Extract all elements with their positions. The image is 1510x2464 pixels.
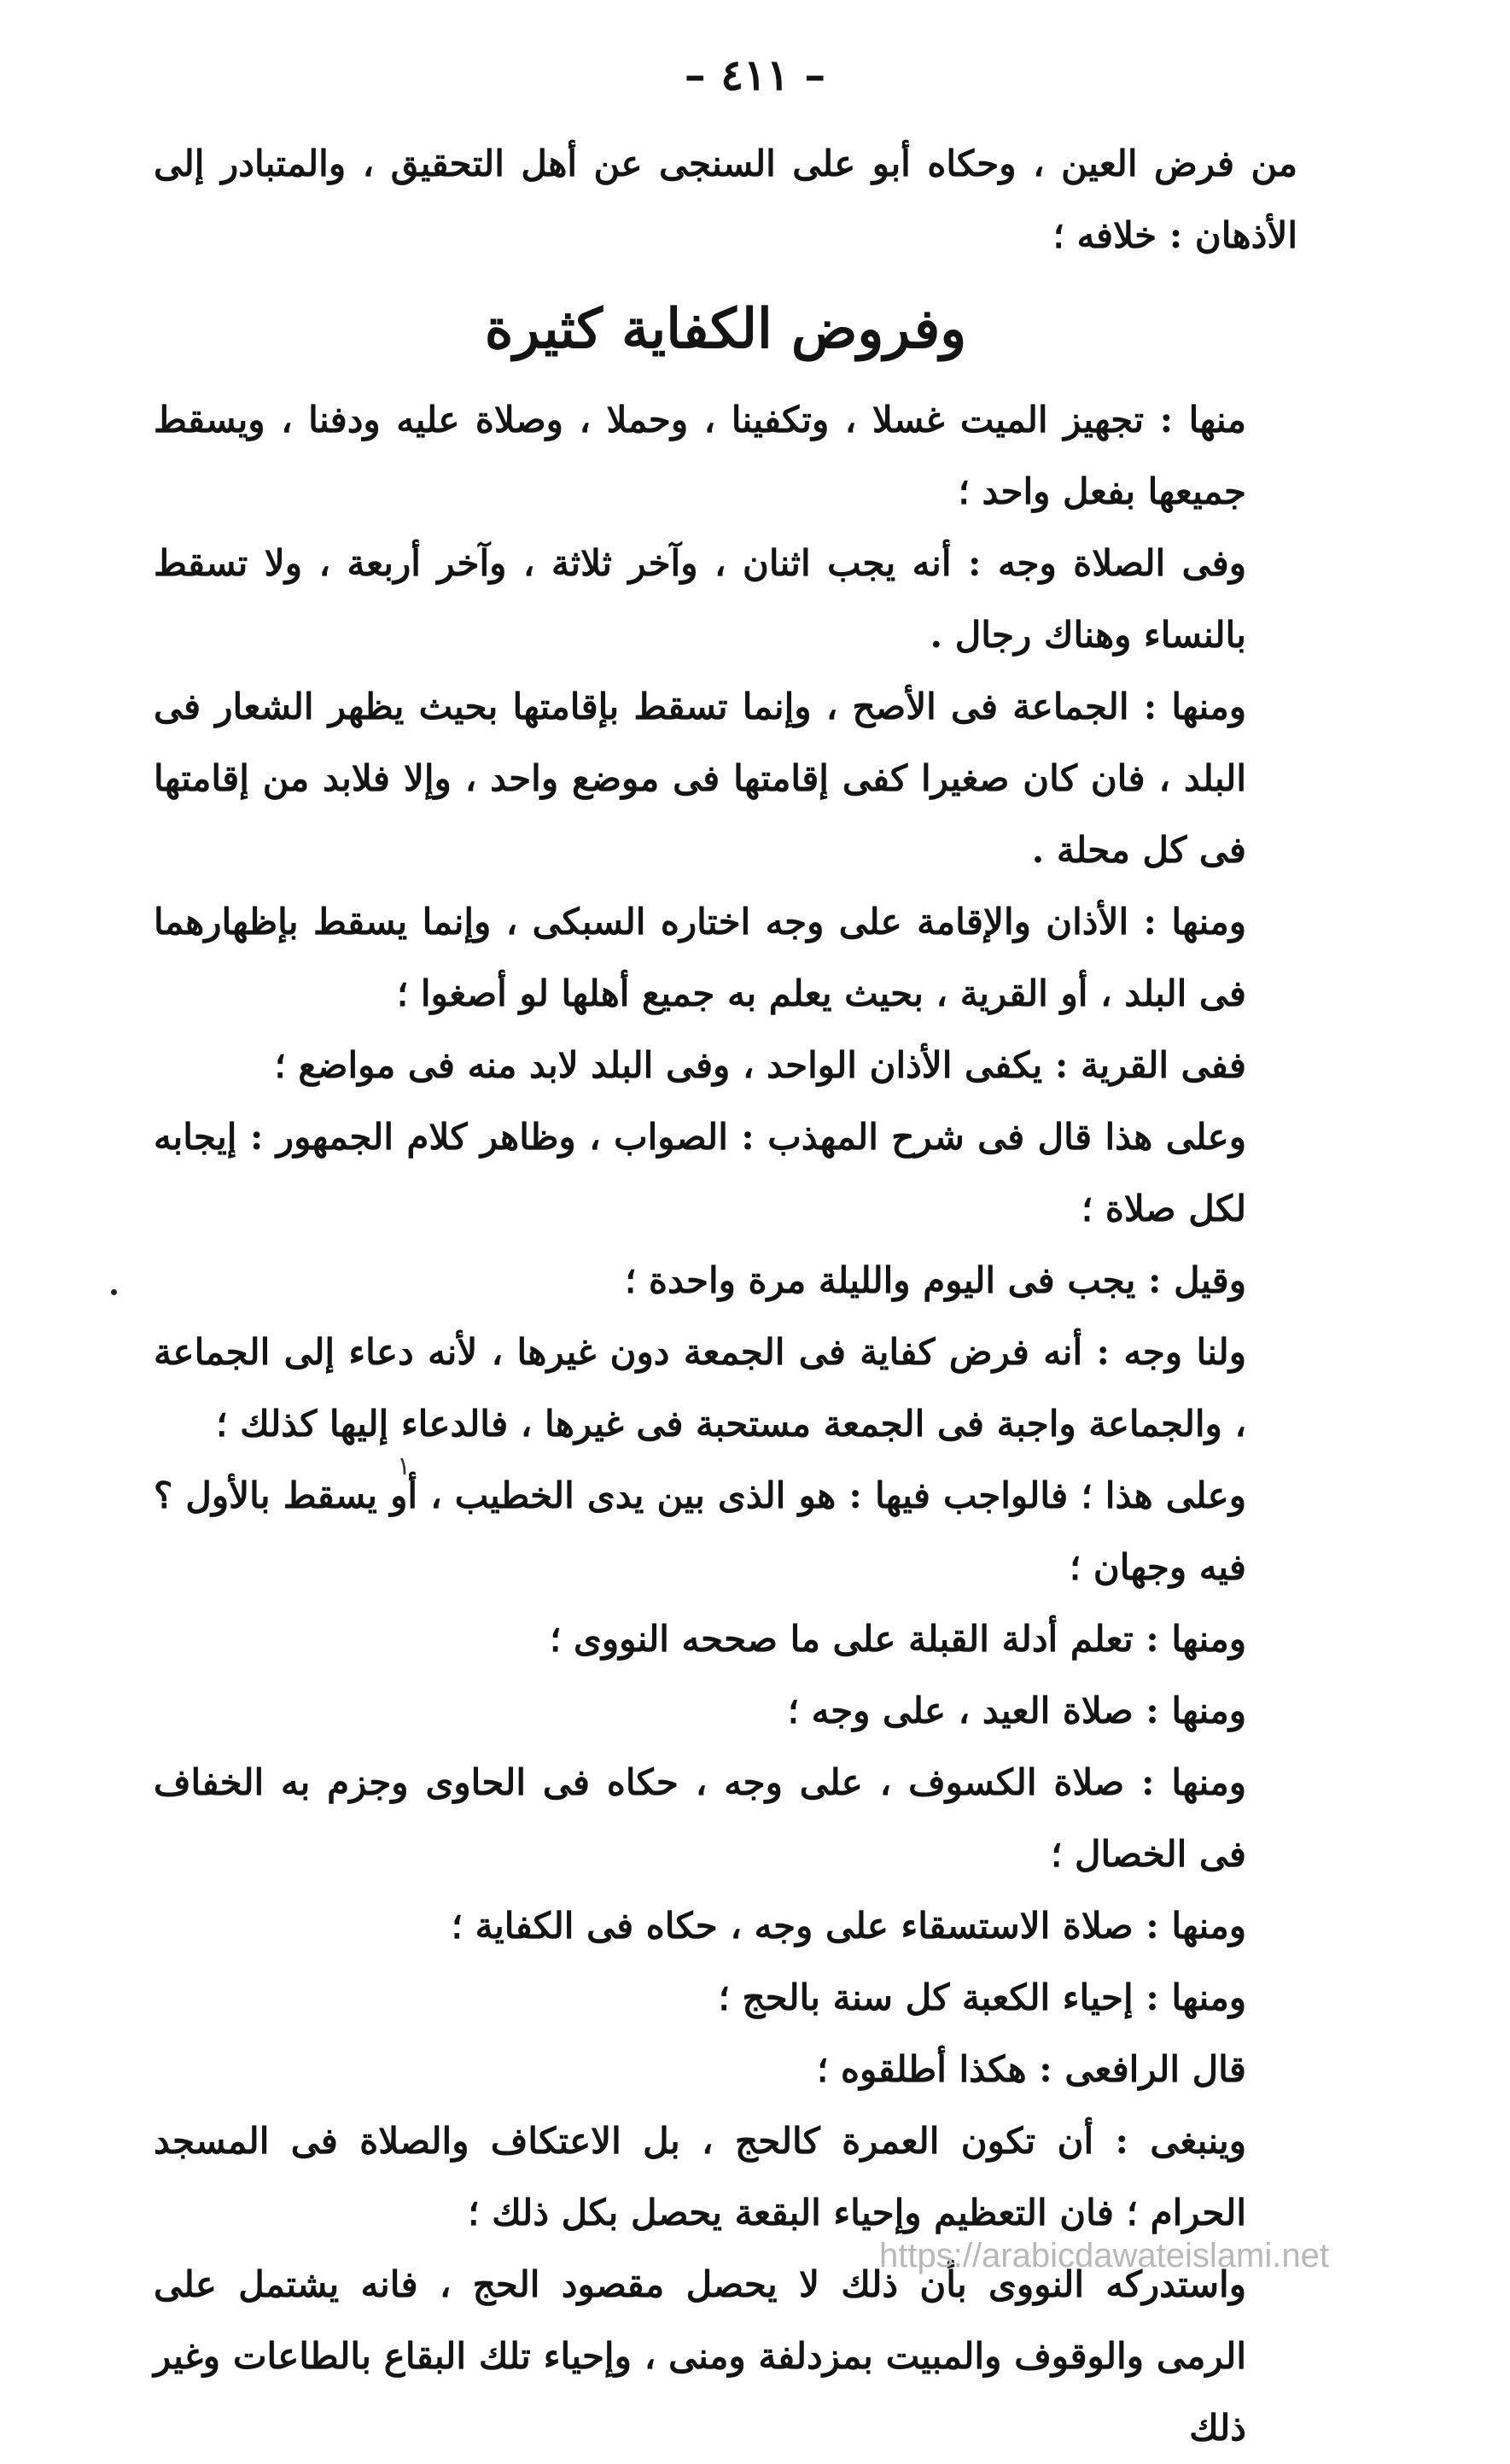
- paragraph-12: ومنها : صلاة العيد ، على وجه ؛: [787, 1690, 1246, 1731]
- paragraph-10: وعلى هذا ؛ فالواجب فيها : هو الذى بين يدى الخطيب ، أو يسقط بالأول ؟ فيه وجهان ؛: [154, 1474, 1246, 1588]
- paragraph-5: ومنها : الأذان والإقامة على وجه اختاره السبكى ، وإنما يسقط بإظهارهما فى البلد ، أو القرية ، بحيث يعلم به جميع أهلها لو أصغوا ؛: [154, 901, 1246, 1014]
- paragraph-13: ومنها : صلاة الكسوف ، على وجه ، حكاه فى الحاوى وجزم به الخفاف فى الخصال ؛: [154, 1761, 1246, 1875]
- paragraph-18: واستدركه النووى بأن ذلك لا يحصل مقصود الحج ، فانه يشتمل على الرمى والوقوف والمبيت بمزدلفة ومنى ، وإحياء تلك البقاع بالطاعات وغير ذلك: [154, 2263, 1246, 2449]
- paragraph-6: ففى القرية : يكفى الأذان الواحد ، وفى البلد لابد منه فى مواضع ؛: [274, 1044, 1246, 1086]
- paragraph-15: ومنها : إحياء الكعبة كل سنة بالحج ؛: [718, 1976, 1246, 2018]
- paragraph-1: من فرض العين ، وحكاه أبو على السنجى عن أهل التحقيق ، والمتبادر إلى الأذهان : خلافه ؛: [154, 143, 1297, 256]
- paragraph-17: وينبغى : أن تكون العمرة كالحج ، بل الاعتكاف والصلاة فى المسجد الحرام ؛ فان التعظيم وإحياء البقعة يحصل بكل ذلك ؛: [154, 2120, 1246, 2233]
- page-number: – ٤١١ –: [684, 50, 826, 100]
- paragraph-8: وقيل : يجب فى اليوم والليلة مرة واحدة ؛: [624, 1259, 1246, 1301]
- section-heading: وفروض الكفاية كثيرة: [484, 297, 967, 361]
- stray-mark: ١: [397, 1451, 411, 1481]
- paragraph-14: ومنها : صلاة الاستسقاء على وجه ، حكاه فى الكفاية ؛: [451, 1905, 1246, 1947]
- page-body: [154, 128, 1297, 2464]
- paragraph-16: قال الرافعى : هكذا أطلقوه ؛: [816, 2048, 1246, 2090]
- paragraph-2: منها : تجهيز الميت غسلا ، وتكفينا ، وحملا ، وصلاة عليه ودفنا ، ويسقط جميعها بفعل واحد ؛: [154, 399, 1246, 512]
- paragraph-4: ومنها : الجماعة فى الأصح ، وإنما تسقط بإقامتها بحيث يظهر الشعار فى البلد ، فان كان صغيرا كفى إقامتها فى موضع واحد ، وإلا فلابد من إقامتها فى كل محلة .: [154, 686, 1246, 871]
- paragraph-11: ومنها : تعلم أدلة القبلة على ما صححه النووى ؛: [549, 1618, 1246, 1660]
- watermark: https://arabicdawateislami.net: [879, 2237, 1329, 2274]
- paragraph-9: ولنا وجه : أنه فرض كفاية فى الجمعة دون غيرها ، لأنه دعاء إلى الجماعة ، والجماعة واجبة فى الجمعة مستحبة فى غيرها ، فالدعاء إليها كذلك ؛: [154, 1331, 1246, 1445]
- paragraph-7: وعلى هذا قال فى شرح المهذب : الصواب ، وظاهر كلام الجمهور : إيجابه لكل صلاة ؛: [154, 1116, 1246, 1229]
- ink-dot: [111, 1289, 117, 1295]
- paragraph-3: وفى الصلاة وجه : أنه يجب اثنان ، وآخر ثلاثة ، وآخر أربعة ، ولا تسقط بالنساء وهناك رجال .: [154, 542, 1246, 656]
